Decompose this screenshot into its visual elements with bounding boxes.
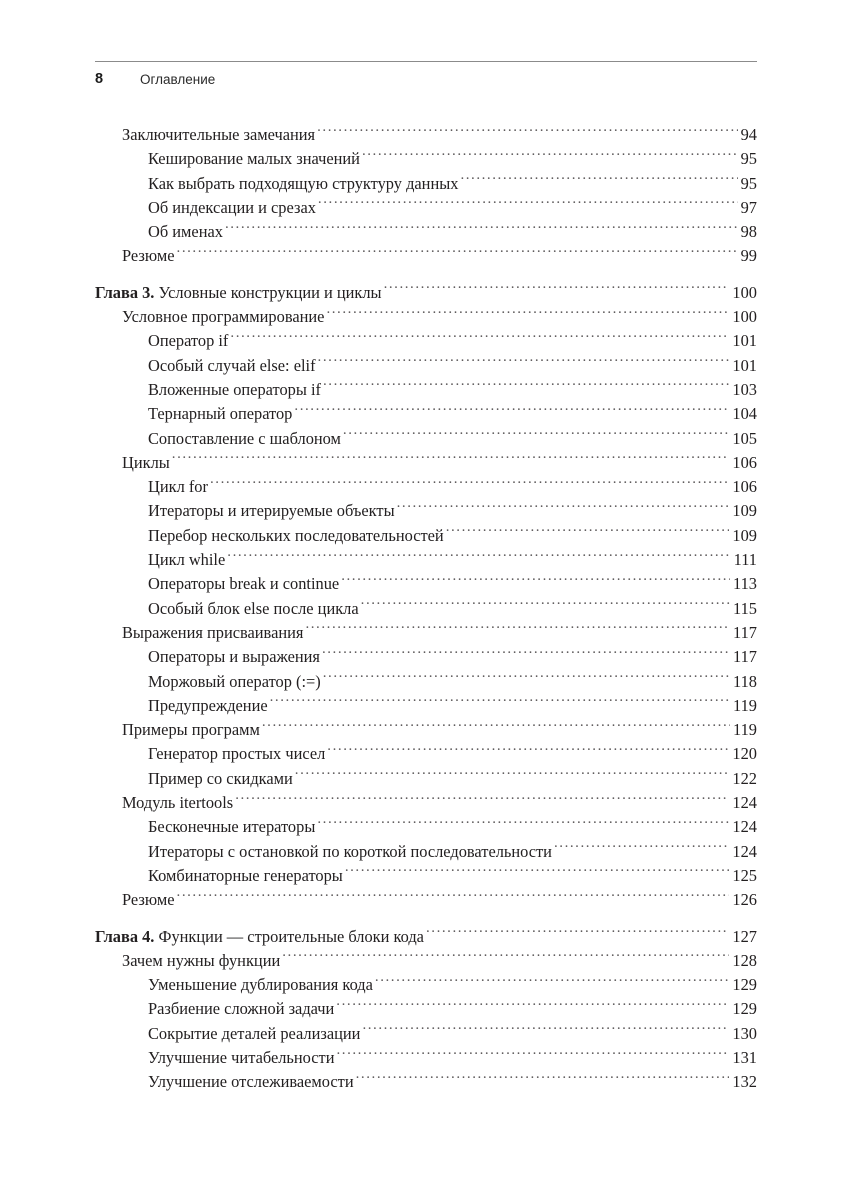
- toc-dot-leader: [336, 1047, 729, 1063]
- toc-page-number: 117: [733, 647, 757, 667]
- toc-dot-leader: [230, 330, 729, 346]
- toc-page-number: 105: [732, 428, 757, 448]
- toc-entry-label: Оператор if: [148, 331, 229, 351]
- toc-entry[interactable]: [95, 767, 757, 791]
- toc-dot-leader: [317, 124, 738, 140]
- toc-entry-label: [95, 925, 426, 949]
- toc-entry[interactable]: [95, 1046, 757, 1070]
- toc-dot-leader: [172, 451, 730, 467]
- toc-entry[interactable]: [95, 815, 757, 839]
- toc-dot-leader: [177, 245, 738, 261]
- toc-entry[interactable]: [95, 172, 757, 196]
- toc-entry[interactable]: [95, 1022, 757, 1046]
- toc-entry[interactable]: [95, 973, 757, 997]
- toc-dot-leader: [326, 306, 729, 322]
- toc-entry[interactable]: [95, 864, 757, 888]
- toc-page-number: 119: [733, 720, 757, 740]
- toc-dot-leader: [235, 792, 729, 808]
- toc-entry-label: Разбиение сложной задачи: [148, 999, 335, 1019]
- toc-dot-leader: [362, 148, 738, 164]
- toc-page-number: 125: [732, 865, 757, 885]
- table-of-contents-list: [95, 123, 757, 1095]
- toc-dot-leader: [327, 743, 729, 759]
- toc-dot-leader: [282, 949, 729, 965]
- toc-entry[interactable]: [95, 305, 757, 329]
- toc-entry[interactable]: [95, 791, 757, 815]
- toc-entry[interactable]: [95, 524, 757, 548]
- toc-page-number: 100: [732, 282, 757, 302]
- toc-entry-label: Предупреждение: [148, 695, 268, 715]
- toc-chapter-prefix: Глава 4.: [95, 926, 155, 946]
- toc-entry[interactable]: [95, 402, 757, 426]
- toc-dot-leader: [460, 172, 737, 188]
- toc-entry[interactable]: [95, 597, 757, 621]
- toc-entry-label: Примеры программ: [122, 720, 260, 740]
- toc-entry-label: Генератор простых чисел: [148, 744, 326, 764]
- toc-dot-leader: [305, 622, 730, 638]
- toc-entry-label: Модуль itertools: [122, 793, 234, 813]
- toc-entry[interactable]: [95, 427, 757, 451]
- toc-dot-leader: [375, 974, 730, 990]
- toc-entry-label: Итераторы и итерируемые объекты: [148, 501, 395, 521]
- toc-entry-label: Операторы и выражения: [148, 647, 320, 667]
- toc-entry-label: Улучшение отслеживаемости: [148, 1072, 354, 1092]
- toc-entry-label: Тернарный оператор: [148, 404, 293, 424]
- toc-entry-label: Итераторы с остановкой по короткой последовательности: [148, 841, 552, 861]
- toc-entry-label: Условное программирование: [122, 307, 325, 327]
- toc-dot-leader: [341, 573, 730, 589]
- toc-page-number: 127: [732, 926, 757, 946]
- toc-dot-leader: [343, 427, 729, 443]
- toc-page-number: 111: [733, 550, 757, 570]
- toc-page-number: 117: [733, 622, 757, 642]
- toc-dot-leader: [362, 1022, 729, 1038]
- toc-entry-label: Моржовый оператор (:=): [148, 671, 321, 691]
- toc-dot-leader: [318, 354, 730, 370]
- toc-entry-label: Кеширование малых значений: [148, 149, 360, 169]
- toc-page-number: 99: [740, 246, 757, 266]
- toc-entry-label: Бесконечные итераторы: [148, 817, 316, 837]
- toc-page-number: 94: [740, 125, 757, 144]
- toc-page-number: 126: [732, 890, 757, 910]
- toc-page-number: 97: [740, 197, 757, 217]
- toc-entry[interactable]: [95, 147, 757, 171]
- toc-page-number: 118: [733, 671, 757, 691]
- toc-entry[interactable]: [95, 840, 757, 864]
- toc-entry[interactable]: [95, 378, 757, 402]
- toc-page-number: 124: [732, 817, 757, 837]
- toc-dot-leader: [345, 865, 730, 881]
- toc-entry-label: Операторы break и continue: [148, 574, 340, 594]
- toc-entry-label: Уменьшение дублирования кода: [148, 975, 373, 995]
- toc-entry-label: Зачем нужны функции: [122, 950, 281, 970]
- toc-entry[interactable]: [95, 1070, 757, 1094]
- toc-dot-leader: [317, 816, 729, 832]
- toc-dot-leader: [446, 524, 730, 540]
- toc-entry[interactable]: [95, 572, 757, 596]
- toc-page-number: 104: [732, 404, 757, 424]
- toc-page-number: 101: [732, 331, 757, 351]
- toc-entry[interactable]: [95, 694, 757, 718]
- toc-dot-leader: [322, 646, 730, 662]
- toc-dot-leader: [426, 925, 729, 941]
- toc-entry-label: Улучшение читабельности: [148, 1047, 335, 1067]
- toc-chapter-prefix: Глава 3.: [95, 282, 155, 302]
- toc-entry[interactable]: [95, 220, 757, 244]
- toc-page-number: 98: [740, 222, 757, 242]
- toc-entry-label: Цикл while: [148, 550, 226, 570]
- toc-entry-label: Выражения присваивания: [122, 622, 304, 642]
- toc-entry-label: Особый блок else после цикла: [148, 598, 359, 618]
- toc-page-number: 119: [733, 695, 757, 715]
- toc-entry[interactable]: [95, 949, 757, 973]
- toc-page-number: 122: [732, 768, 757, 788]
- toc-page-number: 115: [733, 598, 757, 618]
- toc-entry-label: Сокрытие деталей реализации: [148, 1023, 361, 1043]
- toc-page-number: 129: [732, 975, 757, 995]
- toc-entry-label: [95, 281, 384, 305]
- toc-page-number: 95: [740, 173, 757, 193]
- toc-dot-leader: [384, 281, 730, 297]
- toc-page-number: 120: [732, 744, 757, 764]
- toc-entry[interactable]: [95, 888, 757, 912]
- toc-entry[interactable]: [95, 548, 757, 572]
- toc-dot-leader: [262, 719, 730, 735]
- toc-dot-leader: [225, 221, 738, 237]
- running-head-title: Оглавление: [140, 72, 216, 87]
- toc-dot-leader: [336, 998, 729, 1014]
- toc-dot-leader: [177, 889, 730, 905]
- toc-entry[interactable]: [95, 645, 757, 669]
- toc-entry-label: Цикл for: [148, 477, 208, 497]
- page-folio-number: 8: [95, 71, 104, 87]
- toc-entry[interactable]: [95, 499, 757, 523]
- toc-dot-leader: [210, 476, 729, 492]
- toc-entry-label: Резюме: [122, 246, 175, 266]
- toc-page-number: 95: [740, 149, 757, 169]
- toc-page-number: 131: [732, 1047, 757, 1067]
- toc-page-number: 109: [732, 501, 757, 521]
- toc-entry-label: Перебор нескольких последовательностей: [148, 525, 444, 545]
- toc-page-number: 128: [732, 950, 757, 970]
- running-header: [95, 71, 757, 93]
- toc-page-number: 124: [732, 793, 757, 813]
- toc-entry-label: Заключительные замечания: [122, 125, 316, 144]
- toc-page-number: 109: [732, 525, 757, 545]
- toc-entry-label: Циклы: [122, 452, 170, 472]
- toc-entry-label: Резюме: [122, 890, 175, 910]
- toc-entry-label: Особый случай else: elif: [148, 355, 316, 375]
- toc-entry[interactable]: [95, 742, 757, 766]
- toc-chapter-entry[interactable]: [95, 281, 757, 305]
- toc-entry[interactable]: [95, 451, 757, 475]
- toc-dot-leader: [318, 197, 738, 213]
- toc-page-number: 132: [732, 1072, 757, 1092]
- toc-dot-leader: [270, 694, 730, 710]
- toc-chapter-title: Условные конструкции и циклы: [154, 282, 382, 302]
- toc-entry-label: Комбинаторные генераторы: [148, 865, 343, 885]
- toc-page-number: 106: [732, 477, 757, 497]
- toc-dot-leader: [356, 1071, 730, 1087]
- toc-entry[interactable]: [95, 997, 757, 1021]
- toc-entry[interactable]: [95, 329, 757, 353]
- toc-dot-leader: [361, 597, 730, 613]
- toc-entry[interactable]: [95, 244, 757, 268]
- toc-entry-label: Сопоставление с шаблоном: [148, 428, 341, 448]
- toc-dot-leader: [397, 500, 730, 516]
- toc-dot-leader: [554, 840, 729, 856]
- toc-entry[interactable]: [95, 475, 757, 499]
- toc-entry-label: Об индексации и срезах: [148, 197, 316, 217]
- toc-entry-label: Вложенные операторы if: [148, 379, 321, 399]
- toc-dot-leader: [227, 549, 730, 565]
- toc-entry[interactable]: [95, 123, 757, 147]
- toc-entry-label: Как выбрать подходящую структуру данных: [148, 173, 459, 193]
- toc-chapter-title: Функции — строительные блоки кода: [154, 926, 424, 946]
- toc-dot-leader: [295, 767, 730, 783]
- toc-page-number: 106: [732, 452, 757, 472]
- toc-entry[interactable]: [95, 670, 757, 694]
- toc-page-number: 100: [732, 307, 757, 327]
- header-divider: [95, 61, 757, 62]
- toc-page-number: 129: [732, 999, 757, 1019]
- toc-dot-leader: [323, 379, 729, 395]
- toc-entry[interactable]: [95, 718, 757, 742]
- toc-page-number: 113: [733, 574, 757, 594]
- toc-entry[interactable]: [95, 354, 757, 378]
- toc-entry-label: Об именах: [148, 222, 223, 242]
- toc-page-number: 124: [732, 841, 757, 861]
- toc-entry[interactable]: [95, 196, 757, 220]
- toc-page-number: 130: [732, 1023, 757, 1043]
- toc-entry[interactable]: [95, 621, 757, 645]
- toc-page-number: 103: [732, 379, 757, 399]
- toc-page-number: 101: [732, 355, 757, 375]
- toc-dot-leader: [323, 670, 730, 686]
- toc-chapter-entry[interactable]: [95, 925, 757, 949]
- toc-dot-leader: [294, 403, 729, 419]
- toc-entry-label: Пример со скидками: [148, 768, 293, 788]
